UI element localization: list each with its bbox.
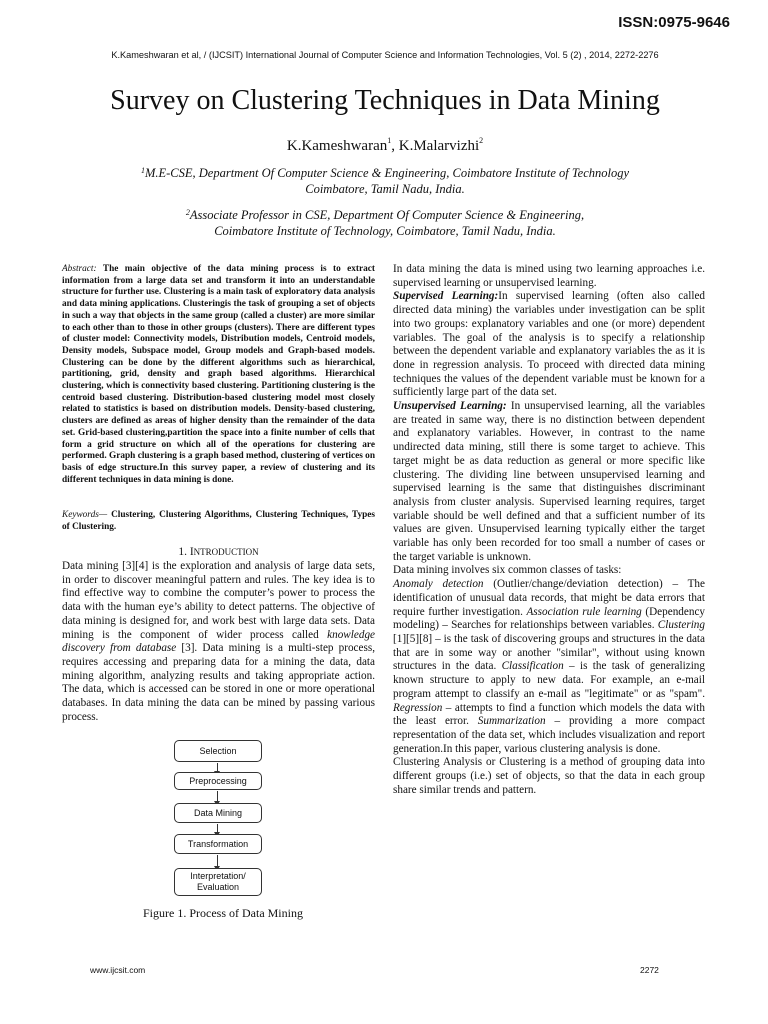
flow-arrow <box>217 763 218 772</box>
intro-paragraph <box>62 560 375 724</box>
task-summarization-label: Summarization <box>477 715 546 728</box>
task-regression-label: Regression <box>393 701 443 714</box>
flow-arrow <box>217 791 218 802</box>
issn-label: ISSN:0975-9646 <box>618 14 730 31</box>
flow-step-transformation: Transformation <box>174 834 262 854</box>
flow-arrow <box>217 855 218 867</box>
footer-url: www.ijcsit.com <box>90 965 146 975</box>
running-head: K.Kameshwaran et al, / (IJCSIT) International Journal of Computer Science and Information Technologies, Vol. 5 (2) , 2014, 2272-2276 <box>111 50 659 60</box>
intro-text-italic: knowledge discovery from database <box>62 628 375 655</box>
task-clustering-text: [1][5][8] – is the task of discovering groups and structures in the data that are in some way or another "similar", without using known structures in the data. <box>393 632 705 673</box>
learning-approaches-para: In data mining the data is mined using two learning approaches i.e. supervised learning or unsupervised learning. <box>393 263 705 289</box>
flow-step-interpretation-line2: Evaluation <box>196 882 240 892</box>
tasks-intro: Data mining involves six common classes of tasks: <box>393 564 622 577</box>
section-title-rest: NTRODUCTION <box>193 547 259 557</box>
keywords-label: Keywords— <box>62 510 108 520</box>
intro-text-2: [3]. Data mining is a multi-step process, requires accessing and preparing data for a mining the data, data mining algorithm, analyzing results and taking appropriate action. The data, which is accessed can be stored in one or more operational databases. In data mining the data can be mined by passing various process. <box>62 642 375 723</box>
task-association-text: (Dependency modeling) – Searches for relationships between variables. <box>393 605 706 632</box>
affiliation-2-line1: Associate Professor in CSE, Department Of Computer Science & Engineering, <box>189 208 585 222</box>
affiliation-2-line2: Coimbatore Institute of Technology, Coimbatore, Tamil Nadu, India. <box>214 224 556 238</box>
section-title-initial: I <box>189 546 194 558</box>
flow-step-interpretation <box>174 868 262 896</box>
unsupervised-learning-text: In unsupervised learning, all the variables are treated in same way, there is no distinction between dependent and explanatory variables. However, in contrast to the name undirected data mining, still there is some target to achieve. This target might be as data reduction as general or more specific like clustering. The dividing line between unsupervised learning and supervised learning is the same that distinguishes discriminant analysis from cluster analysis. Supervised learning requires, target variable should be well defined and that a sufficient number of its values are given. Unsupervised learning typically either the target variable has only been recorded for too small a number of cases or the target variable is unknown. <box>393 400 705 563</box>
keywords-text: Clustering, Clustering Algorithms, Clustering Techniques, Types of Clustering. <box>62 510 376 532</box>
abstract-label: Abstract: <box>62 264 97 274</box>
affiliation-2-sup: 2 <box>185 208 190 217</box>
author-2: K.Malarvizhi <box>398 138 480 154</box>
keywords <box>62 510 375 533</box>
flow-step-data-mining: Data Mining <box>174 803 262 823</box>
supervised-learning-label: Supervised Learning: <box>393 290 499 303</box>
author-2-sup: 2 <box>479 136 484 145</box>
task-anomaly-label: Anomaly detection <box>393 578 484 591</box>
authors: K.Kameshwaran$^1$, K.Malarvizhi$^2$ <box>286 136 484 154</box>
paper-title: Survey on Clustering Techniques in Data Mining <box>110 85 660 116</box>
footer-page-number: 2272 <box>640 965 659 975</box>
section-heading-introduction <box>62 546 375 558</box>
intro-text-1: Data mining [3][4] is the exploration and analysis of large data sets, in order to discover meaningful pattern and rules. The key idea is to find effective way to combine the computer’s power to process the data with the human eye’s ability to detect patterns. The objective of data mining is designed for, and work best with large data sets. Data mining is the component of wider process called <box>62 560 375 641</box>
task-anomaly-text: (Outlier/change/deviation detection) – The identification of unusual data records, that might be data errors that require further investigation. <box>393 578 705 618</box>
task-classification-text: – is the task of generalizing known structure to apply to new data. For example, an e-mail program attempt to classify an e-mail as "legitimate" or as "spam". <box>393 660 705 700</box>
affiliation-1-sup: 1 <box>140 166 145 175</box>
task-classification-label: Classification <box>501 660 564 673</box>
task-clustering-label: Clustering <box>657 619 705 632</box>
unsupervised-learning-label: Unsupervised Learning: <box>393 400 507 413</box>
affiliation-2 <box>90 207 680 239</box>
supervised-learning-text: In supervised learning (often also called directed data mining) the variables under investigation can be split into two groups: explanatory variables and one (or more) dependent variables. The goal of the analysis is to specify a relationship between the dependent variable and explanatory variables the as it is done in regression analysis. To proceed with directed data mining techniques the values of the dependent variable must be known for a sufficiently large part of the data set. <box>393 290 705 399</box>
abstract-text: The main objective of the data mining process is to extract information from a large data set and transform it into an understandable structure for further use. Clustering is a main task of exploratory data analysis and data mining applications. Clusteringis the task of grouping a set of objects in such a way that objects in the same group (called a cluster) are more similar to each other than to those in other groups (clusters). There are different types of cluster model: Connectivity models, Distribution models, Centroid models, Density models, Subspace model, Group models and Graph-based models. Clustering can be done by the different algorithms such as hierarchical, partitioning, grid, density and graph based algorithms. Hierarchical clustering, which is connectivity based clustering. Partitioning clustering is the centroid based clustering. Distribution-based clustering model most closely related to statistics is based on distribution models. Density-based clustering, clusters are defined as areas of higher density than the remainder of the data set. Grid-based clustering,partition the space into a finite number of cells that form a grid structure on which all of the operations for clustering are performed. Graph clustering is a graph based method, clustering of vertices on basis of edge structure.In this survey paper, a review of clustering and its different techniques in data mining is done. <box>62 264 376 485</box>
section-number: 1. <box>178 546 187 558</box>
affiliation-1-line2: Coimbatore, Tamil Nadu, India. <box>305 182 465 196</box>
task-association-label: Association rule learning <box>526 605 642 618</box>
tasks-list-para <box>393 578 705 756</box>
flow-step-preprocessing: Preprocessing <box>174 772 262 790</box>
author-1: K.Kameshwaran <box>286 138 388 154</box>
author-1-sup: 1 <box>387 136 392 145</box>
clustering-analysis-para: Clustering Analysis or Clustering is a method of grouping data into different groups (i.e.) set of objects, so that the data in each group share similar trends and pattern. <box>393 756 705 796</box>
figure-caption: Figure 1. Process of Data Mining <box>143 906 303 920</box>
affiliation-1-line1: M.E-CSE, Department Of Computer Science & Engineering, Coimbatore Institute of Technology <box>144 166 630 180</box>
supervised-learning-para <box>393 290 705 400</box>
flow-step-selection: Selection <box>174 740 262 762</box>
abstract <box>62 264 375 486</box>
task-regression-text: – attempts to find a function which models the data with the least error. <box>393 701 705 728</box>
task-summarization-text: – providing a more compact representation of the data set, which includes visualization and report generation.In this paper, various clustering analysis is done. <box>393 715 705 755</box>
unsupervised-learning-para <box>393 400 705 564</box>
affiliation-1 <box>90 165 680 197</box>
right-column <box>393 263 705 797</box>
flow-step-interpretation-line1: Interpretation/ <box>190 871 246 881</box>
flow-arrow <box>217 824 218 833</box>
